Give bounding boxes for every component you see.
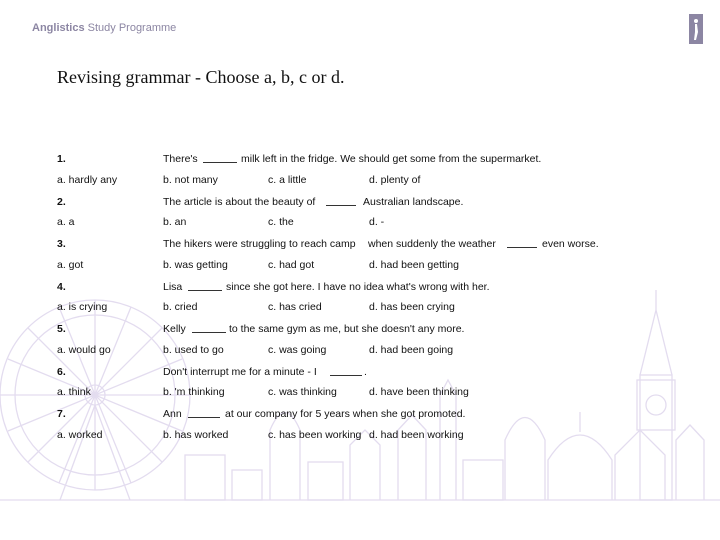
question-6-blank xyxy=(330,366,362,379)
question-2-option-c: c. the xyxy=(268,216,294,228)
question-5-option-c: c. was going xyxy=(268,344,327,356)
question-5-option-b: b. used to go xyxy=(163,344,224,356)
question-5-option-a: a. would go xyxy=(57,344,111,356)
question-1-blank xyxy=(203,153,237,166)
question-3-text-part-3: even worse. xyxy=(542,238,599,250)
question-3-option-d: d. had been getting xyxy=(369,259,459,271)
question-7-option-a: a. worked xyxy=(57,429,103,441)
question-3-option-b: b. was getting xyxy=(163,259,228,271)
question-3-text-part-2: when suddenly the weather xyxy=(368,238,496,250)
question-4-option-b: b. cried xyxy=(163,301,198,313)
question-4-option-c: c. has cried xyxy=(268,301,322,313)
question-4-number: 4. xyxy=(57,281,66,293)
question-5-option-d: d. had been going xyxy=(369,344,454,356)
question-3-option-a: a. got xyxy=(57,259,84,271)
page-title: Revising grammar - Choose a, b, c or d. xyxy=(57,67,345,87)
header xyxy=(32,22,176,34)
question-2-option-a: a. a xyxy=(57,216,75,228)
question-5-blank xyxy=(192,323,226,336)
question-7-option-c: c. has been working xyxy=(268,429,362,441)
question-2-number: 2. xyxy=(57,196,66,208)
question-2-option-b: b. an xyxy=(163,216,187,228)
header-subtitle: Study Programme xyxy=(87,22,177,34)
question-2-option-d: d. - xyxy=(369,216,385,228)
question-6-option-d: d. have been thinking xyxy=(369,386,469,398)
question-2-text-part-1: The article is about the beauty of xyxy=(163,196,316,208)
question-1-option-c: c. a little xyxy=(268,174,307,186)
question-7-blank xyxy=(188,408,220,421)
question-6-option-a: a. think xyxy=(57,386,91,398)
logo-icon xyxy=(689,14,703,44)
question-1-number: 1. xyxy=(57,153,66,165)
question-6-option-b: b. 'm thinking xyxy=(163,386,225,398)
question-3-option-c: c. had got xyxy=(268,259,315,271)
header-brand: Anglistics xyxy=(32,22,85,34)
question-2-text-part-2: Australian landscape. xyxy=(363,196,464,208)
question-4-option-d: d. has been crying xyxy=(369,301,455,313)
question-7-number: 7. xyxy=(57,408,66,420)
question-2-blank xyxy=(326,196,356,209)
question-5-number: 5. xyxy=(57,323,66,335)
question-7-text-part-1: Ann xyxy=(163,408,182,420)
question-5-text-part-2: to the same gym as me, but she doesn't any more. xyxy=(229,323,465,335)
question-1-option-d: d. plenty of xyxy=(369,174,421,186)
question-7-option-b: b. has worked xyxy=(163,429,229,441)
question-4-text-part-2: since she got here. I have no idea what's wrong with her. xyxy=(226,281,490,293)
question-1-text-part-2: milk left in the fridge. We should get some from the supermarket. xyxy=(241,153,542,165)
question-3-number: 3. xyxy=(57,238,66,250)
question-6-number: 6. xyxy=(57,366,66,378)
question-4-text-part-1: Lisa xyxy=(163,281,183,293)
london-eye-icon xyxy=(0,300,190,500)
question-5-text-part-1: Kelly xyxy=(163,323,186,335)
question-3-text-part-1: The hikers were struggling to reach camp xyxy=(163,238,356,250)
question-3-blank xyxy=(507,238,537,251)
question-1-option-b: b. not many xyxy=(163,174,218,186)
big-ben-icon xyxy=(637,290,704,500)
question-6-text-part-2: . xyxy=(364,366,367,378)
question-7-option-d: d. had been working xyxy=(369,429,464,441)
question-4-blank xyxy=(188,281,222,294)
question-6-option-c: c. was thinking xyxy=(268,386,337,398)
question-1-text-part-1: There's xyxy=(163,153,198,165)
question-7-text-part-2: at our company for 5 years when she got promoted. xyxy=(225,408,466,420)
question-4-option-a: a. is crying xyxy=(57,301,108,313)
question-1-option-a: a. hardly any xyxy=(57,174,118,186)
question-6-text-part-1: Don't interrupt me for a minute - I xyxy=(163,366,317,378)
